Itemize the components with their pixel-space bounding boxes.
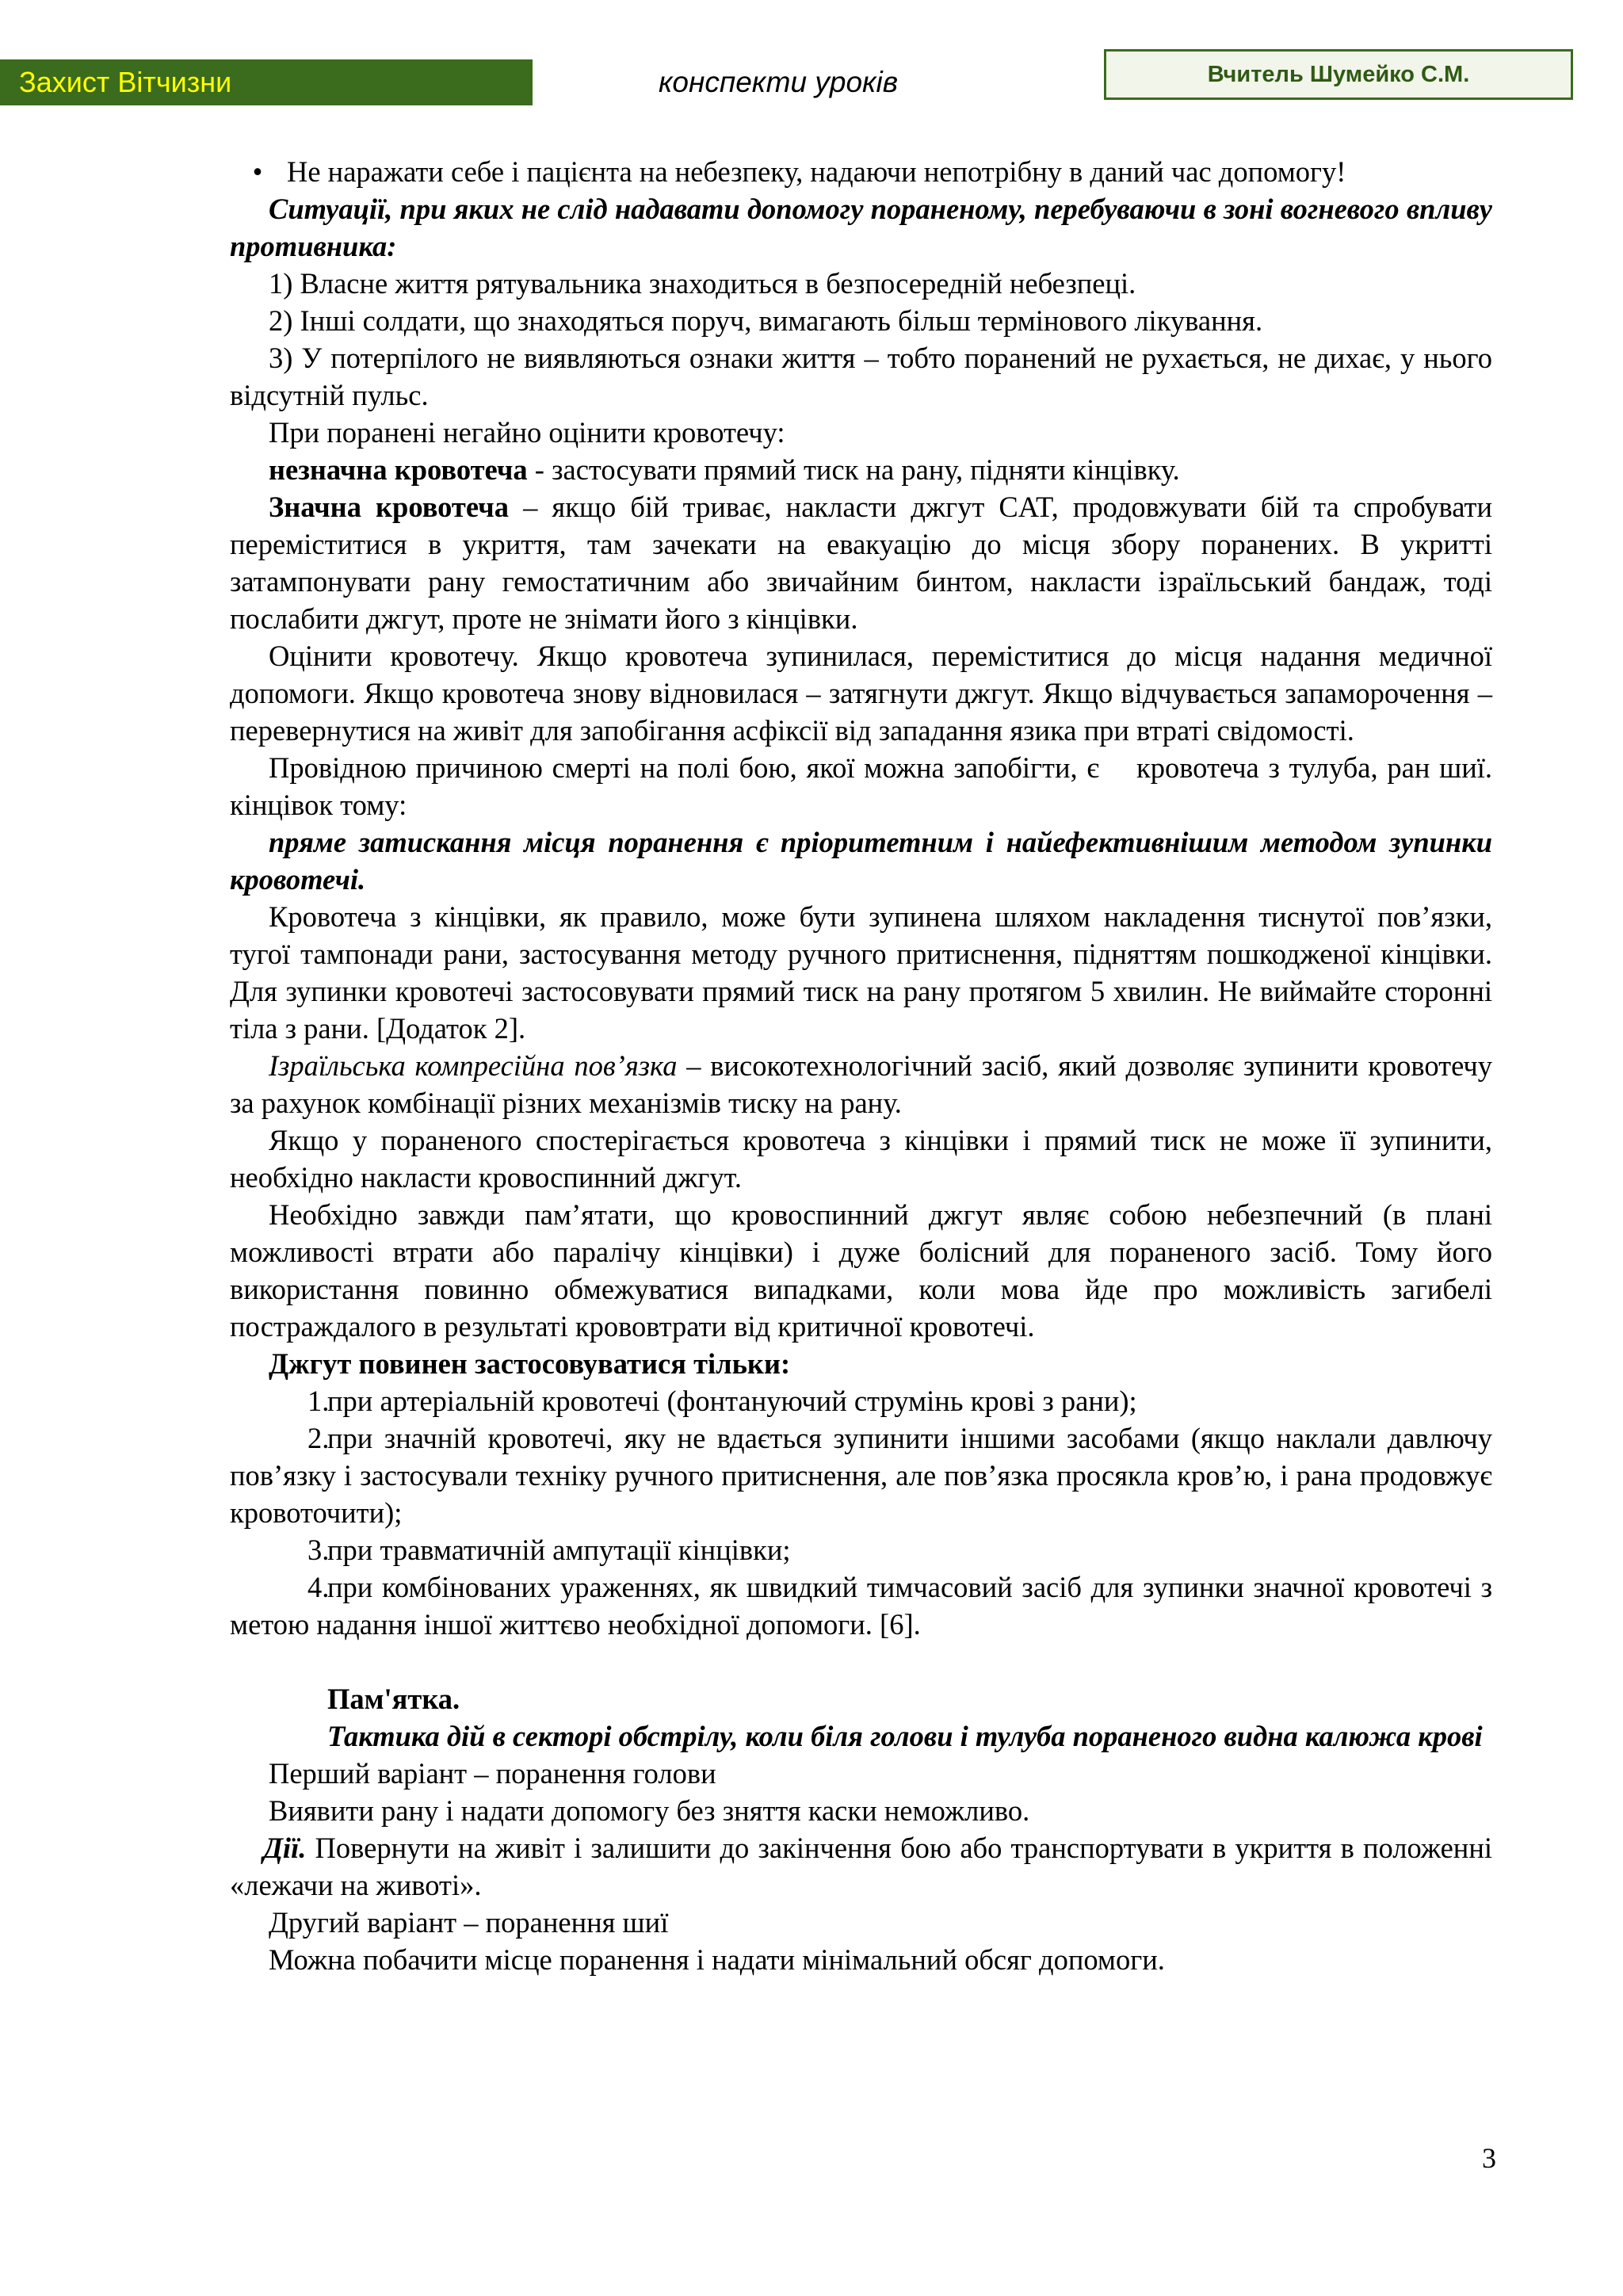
list-item: 4.при комбінованих ураженнях, як швидкий тимчасовий засіб для зупинки значної кровотечі з метою надання іншої життєво необхідної допомоги. [6]. bbox=[230, 1571, 1492, 1641]
paragraph: Ізраїльська компресійна пов’язка – високотехнологічний засіб, який дозволяє зупинити кровотечу за рахунок комбінації різних механізмів тиску на рану. bbox=[230, 1049, 1492, 1119]
header-subject: Захист Вітчизни bbox=[0, 59, 533, 105]
memo-title: Пам'ятка. bbox=[327, 1683, 460, 1715]
header-title: конспекти уроків bbox=[658, 66, 899, 98]
list-item: 3.при травматичній ампутації кінцівки; bbox=[307, 1534, 791, 1566]
paragraph: Оцінити кровотечу. Якщо кровотеча зупинилася, переміститися до місця надання медичної допомоги. Якщо кровотеча знову відновилася – затягнути джгут. Якщо відчувається запаморочення – перевернутися на живіт для запобігання асфіксії від западання язика при втраті свідомості. bbox=[230, 640, 1492, 747]
term: Ізраїльська компресійна пов’язка bbox=[269, 1049, 678, 1082]
paragraph: Дії. Повернути на живіт і залишити до закінчення бою або транспортувати в укриття в положенні «лежачи на животі». bbox=[230, 1832, 1492, 1901]
list-item: 1.при артеріальній кровотечі (фонтануючий струмінь крові з рани); bbox=[307, 1385, 1137, 1417]
situation-item: 1) Власне життя рятувальника знаходиться в безпосередній небезпеці. bbox=[269, 267, 1136, 300]
spacer bbox=[230, 1643, 1492, 1680]
list-item: 2.при значній кровотечі, яку не вдається зупинити іншими засобами (якщо наклали давлючу пов’язку і застосували техніку ручного притиснення, але пов’язка просякла кров’ю, і рана продовжує кровоточити); bbox=[230, 1422, 1492, 1529]
paragraph: незначна кровотеча - застосувати прямий тиск на рану, підняти кінцівку. bbox=[269, 453, 1180, 486]
page-number: 3 bbox=[1482, 2142, 1496, 2174]
header-teacher: Вчитель Шумейко С.М. bbox=[1104, 49, 1573, 100]
paragraph: Значна кровотеча – якщо бій триває, накласти джгут CAT, продовжувати бій та спробувати переміститися в укриття, там зачекати на евакуацію до місця збору поранених. В укритті затампонувати рану гемостатичним або звичайним бинтом, накласти ізраїльський бандаж, тоді послабити джгут, проте не знімати його з кінцівки. bbox=[230, 491, 1492, 635]
paragraph: Виявити рану і надати допомогу без зняття каски неможливо. bbox=[269, 1794, 1030, 1827]
paragraph: Необхідно завжди пам’ятати, що кровоспинний джгут являє собою небезпечний (в плані можливості втрати або паралічу кінцівки) і дуже болісний для пораненого засіб. Тому його використання повинно обмежуватися випадками, коли мова йде про можливість загибелі постраждалого в результаті крововтрати від критичної кровотечі. bbox=[230, 1198, 1492, 1343]
situation-item: 2) Інші солдати, що знаходяться поруч, вимагають більш термінового лікування. bbox=[269, 304, 1263, 337]
emphasis-paragraph: пряме затискання місця поранення є пріоритетним і найефективнішим методом зупинки кровотечі. bbox=[230, 826, 1492, 896]
term: Значна кровотеча bbox=[269, 491, 509, 523]
paragraph: Можна побачити місце поранення і надати мінімальний обсяг допомоги. bbox=[269, 1943, 1165, 1976]
situation-item: 3) У потерпілого не виявляються ознаки життя – тобто поранений не рухається, не дихає, у нього відсутній пульс. bbox=[230, 342, 1492, 411]
list-heading: Джгут повинен застосовуватися тільки: bbox=[269, 1347, 791, 1380]
memo-subtitle: Тактика дій в секторі обстрілу, коли біля голови і тулуба пораненого видна калюжа крові bbox=[327, 1720, 1483, 1752]
term: Дії. bbox=[263, 1832, 307, 1864]
paragraph: Якщо у пораненого спостерігається кровотеча з кінцівки і прямий тиск не може її зупинити, необхідно накласти кровоспинний джгут. bbox=[230, 1124, 1492, 1194]
paragraph: Другий варіант – поранення шиї bbox=[269, 1906, 669, 1939]
term: незначна кровотеча bbox=[269, 453, 528, 486]
paragraph: При поранені негайно оцінити кровотечу: bbox=[269, 416, 785, 449]
paragraph: Кровотеча з кінцівки, як правило, може бути зупинена шляхом накладення тиснутої пов’язки, тугої тампонади рани, застосування методу ручного притиснення, підняттям пошкодженої кінцівки. Для зупинки кровотечі застосовувати прямий тиск на рану протягом 5 хвилин. Не виймайте сторонні тіла з рани. [Додаток 2]. bbox=[230, 900, 1492, 1045]
bullet-icon: • bbox=[252, 155, 263, 188]
paragraph: Провідною причиною смерті на полі бою, якої можна запобігти, є кровотеча з тулуба, ран шиї. кінцівок тому: bbox=[230, 751, 1500, 821]
paragraph: Перший варіант – поранення голови bbox=[269, 1757, 716, 1790]
situations-heading: Ситуації, при яких не слід надавати допомогу пораненому, перебуваючи в зоні вогневого впливу противника: bbox=[230, 193, 1492, 262]
document-body bbox=[230, 153, 1500, 1978]
bullet-item: • Не наражати себе і пацієнта на небезпеку, надаючи непотрібну в даний час допомогу! bbox=[230, 153, 1492, 190]
